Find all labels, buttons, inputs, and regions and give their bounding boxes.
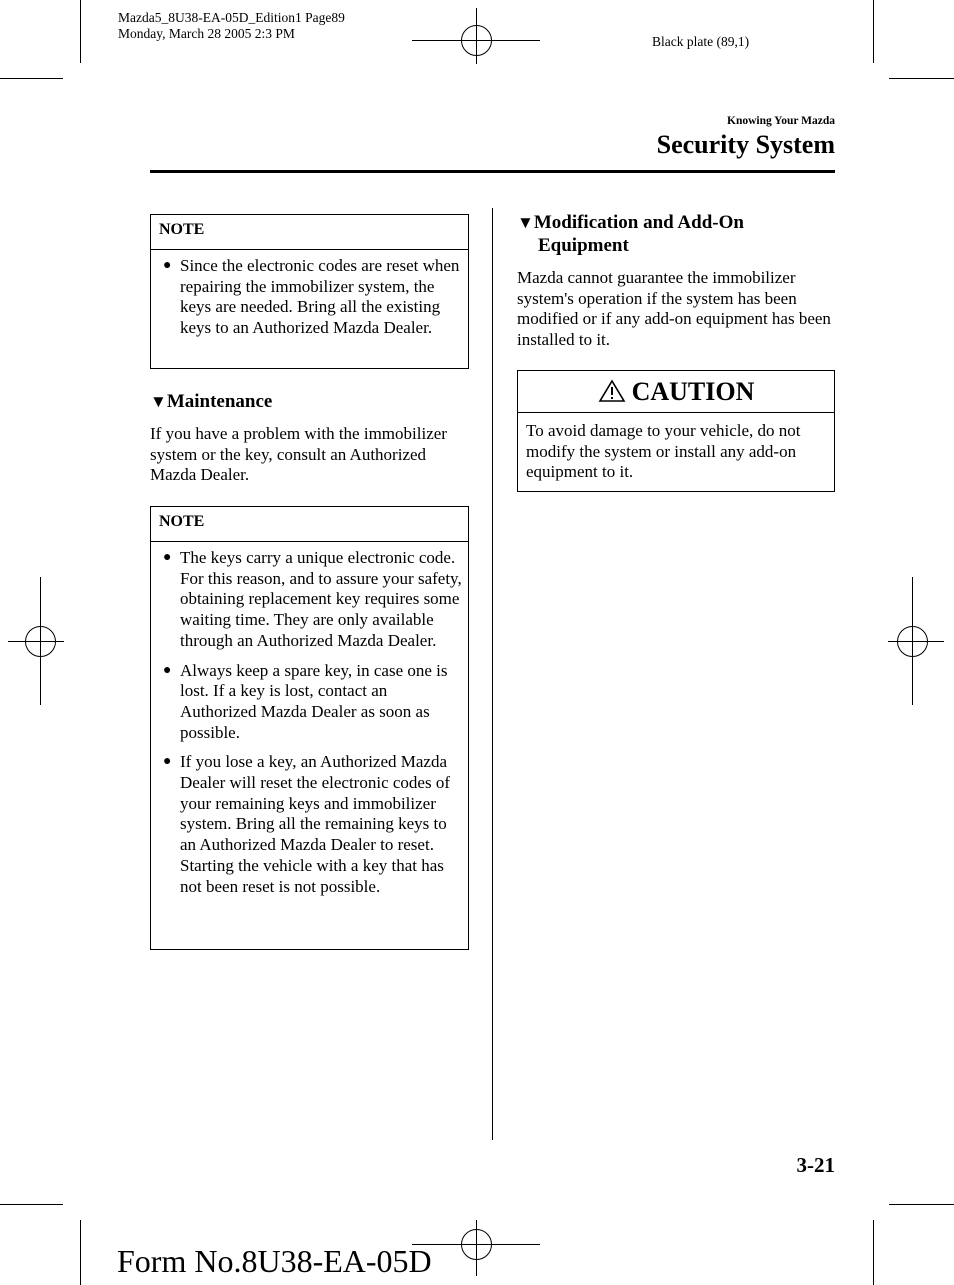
note-item: ● If you lose a key, an Authorized Mazda Dealer will reset the electronic codes of your remaining keys and immobilizer system. Bring all the remaining keys to an Authorized Mazda Dealer to reset. Starting the vehicle with a key that has not been reset is not possible. [163, 752, 450, 896]
note-list [151, 250, 468, 347]
modification-heading: ▼Modification and Add-On Equipment [517, 212, 744, 256]
note-list [151, 542, 468, 905]
column-divider [492, 208, 493, 1140]
bullet-icon: ● [163, 258, 172, 273]
maintenance-heading: ▼Maintenance [150, 391, 273, 412]
form-number: Form No.8U38-EA-05D [117, 1243, 432, 1279]
caution-box [517, 370, 835, 492]
note-item: ● Always keep a spare key, in case one is lost. If a key is lost, contact an Authorized Mazda Dealer as soon as possible. [163, 660, 448, 742]
note-label: NOTE [151, 215, 468, 250]
note-label: NOTE [151, 507, 468, 542]
bullet-icon: ● [163, 662, 172, 678]
chapter-title: Knowing Your Mazda [727, 115, 835, 127]
caution-label: CAUTION [631, 377, 755, 406]
bullet-icon: ● [163, 550, 172, 565]
note-item: ● The keys carry a unique electronic code. For this reason, and to assure your safety, obtaining replacement key requires some waiting time. They are only available through an Authorized Mazda Dealer. [163, 548, 462, 650]
bullet-icon: ● [163, 754, 172, 770]
caution-body: To avoid damage to your vehicle, do not modify the system or install any add-on equipment to it. [526, 421, 801, 482]
triangle-marker-icon: ▼ [517, 213, 534, 232]
title-rule [150, 170, 835, 173]
note-box-keys [150, 506, 469, 950]
page-number: 3-21 [796, 1153, 835, 1177]
triangle-marker-icon: ▼ [150, 392, 167, 411]
warning-triangle-icon [598, 374, 626, 416]
print-job-filename: Mazda5_8U38-EA-05D_Edition1 Page89 [118, 10, 345, 25]
page-title: Security System [656, 130, 835, 159]
caution-header [518, 371, 834, 413]
note-item: ● Since the electronic codes are reset when repairing the immobilizer system, the keys are needed. Bring all the existing keys to an Authorized Mazda Dealer. [163, 256, 460, 338]
print-job-info [118, 10, 345, 42]
modification-body: Mazda cannot guarantee the immobilizer system's operation if the system has been modified or if any add-on equipment has been installed to it. [517, 268, 831, 350]
plate-label: Black plate (89,1) [652, 34, 750, 49]
maintenance-body: If you have a problem with the immobilizer system or the key, consult an Authorized Mazda Dealer. [150, 424, 447, 485]
print-job-date: Monday, March 28 2005 2:3 PM [118, 26, 295, 41]
note-box-immobilizer-reset [150, 214, 469, 369]
